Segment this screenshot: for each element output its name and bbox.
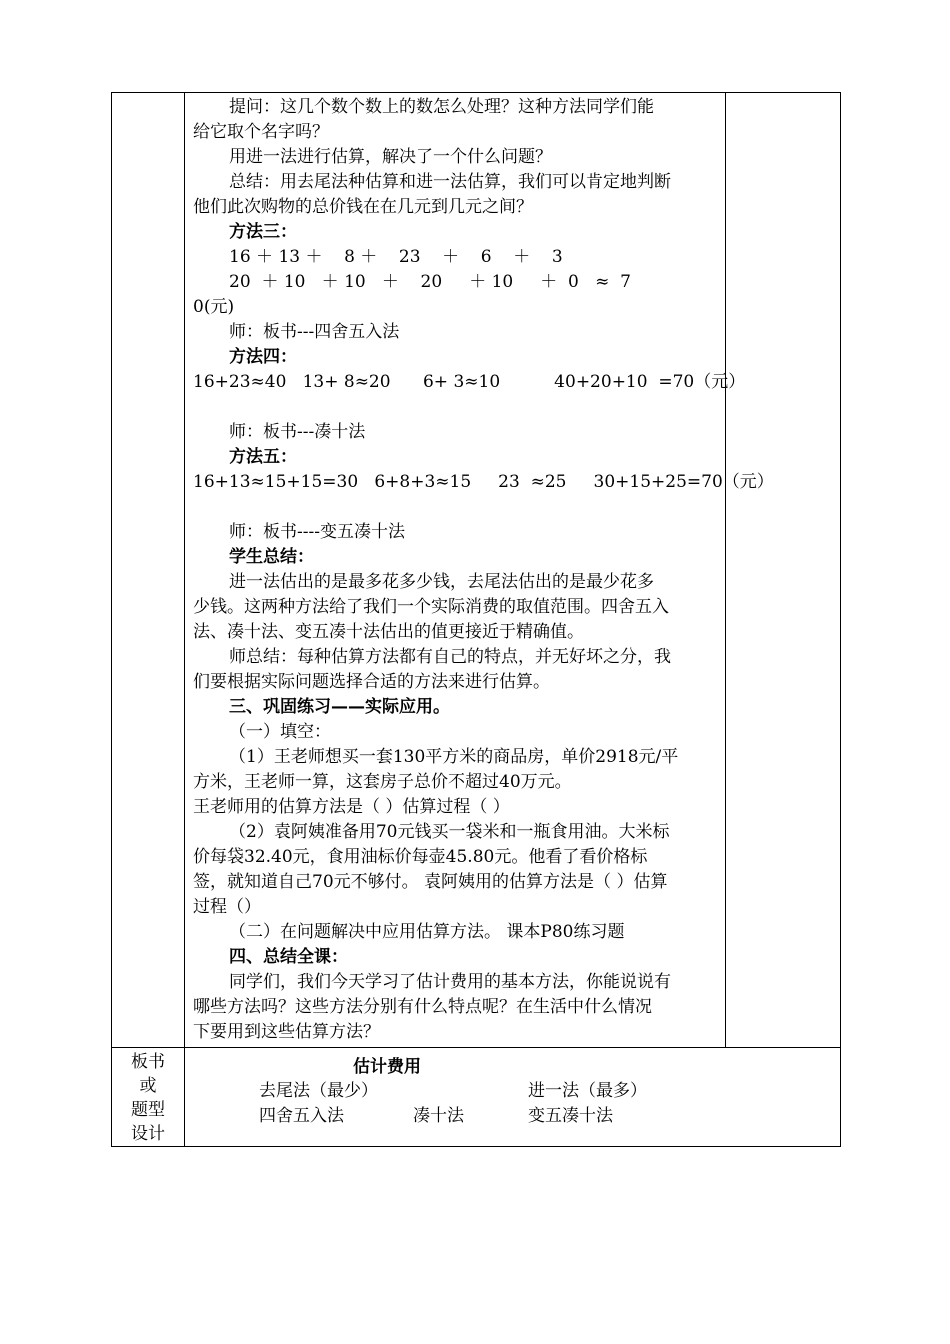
text-line: 师：板书---四舍五入法: [229, 322, 400, 342]
text-line: 师：板书---凑十法: [229, 422, 366, 442]
method-three-heading: 方法三：: [229, 222, 297, 242]
text-line: 王老师用的估算方法是（ ）估算过程（ ）: [193, 797, 510, 817]
label-line: 板书: [131, 1052, 165, 1072]
math-line: 16+23≈40 13+ 8≈20 6+ 3≈10 40+20+10 =70（元）: [193, 372, 746, 392]
text-line: 进一法估出的是最多花多少钱，去尾法估出的是最少花多: [229, 572, 654, 592]
blank-line: [193, 495, 721, 520]
method-round: 四舍五入法: [259, 1106, 344, 1126]
method-ten: 凑十法: [413, 1106, 464, 1126]
text-line: 过程（）: [193, 897, 261, 917]
practice-heading: 三、巩固练习——实际应用。: [229, 697, 450, 717]
text-line: （二）在问题解决中应用估算方法。 课本P80练习题: [229, 922, 625, 942]
text-line: 同学们，我们今天学习了估计费用的基本方法，你能说说有: [229, 972, 671, 992]
lesson-plan-table: [111, 92, 841, 1147]
text-line: 用进一法进行估算，解决了一个什么问题？: [229, 147, 552, 167]
text-line: 总结：用去尾法种估算和进一法估算，我们可以肯定地判断: [229, 172, 671, 192]
board-design-content: [185, 1048, 840, 1146]
text-line: 师总结：每种估算方法都有自己的特点，并无好坏之分，我: [229, 647, 671, 667]
board-design-cell: [185, 1048, 841, 1147]
text-line: 哪些方法吗？这些方法分别有什么特点呢？在生活中什么情况: [193, 997, 652, 1017]
teaching-process-cell: [185, 93, 774, 1048]
text-line: 提问：这几个数个数上的数怎么处理？这种方法同学们能: [229, 97, 654, 117]
text-line: 们要根据实际问题选择合适的方法来进行估算。: [193, 672, 550, 692]
text-line: 签，就知道自己70元不够付。 袁阿姨用的估算方法是（ ）估算: [193, 872, 668, 892]
student-summary-heading: 学生总结：: [229, 547, 314, 567]
text-line: 方米，王老师一算，这套房子总价不超过40万元。: [193, 772, 572, 792]
math-line: 16 ＋ 13 ＋ 8 ＋ 23 ＋ 6 ＋ 3: [229, 247, 563, 267]
text-line: 价每袋32.40元，食用油标价每壶45.80元。他看了看价格标: [193, 847, 648, 867]
summary-heading: 四、总结全课：: [229, 947, 348, 967]
board-design-row: [112, 1048, 841, 1147]
text-line: （1）王老师想买一套130平方米的商品房，单价2918元/平: [229, 747, 679, 767]
math-line: 20 ＋ 10 ＋ 10 ＋ 20 ＋ 10 ＋ 0 ≈ 7: [229, 272, 631, 292]
text-line: 少钱。这两种方法给了我们一个实际消费的取值范围。四舍五入: [193, 597, 669, 617]
board-design-label-cell: [112, 1048, 185, 1147]
board-design-label: [112, 1048, 184, 1146]
board-title: 估计费用: [353, 1057, 421, 1077]
method-five-heading: 方法五：: [229, 447, 297, 467]
notes-cell: [726, 93, 841, 1048]
method-ceil: 进一法（最多）: [528, 1081, 647, 1101]
method-four-heading: 方法四：: [229, 347, 297, 367]
label-line: 设计: [131, 1124, 165, 1144]
row-label-cell: [112, 93, 185, 1048]
math-line: 0(元): [193, 297, 235, 317]
math-line: 16+13≈15+15=30 6+8+3≈15 23 ≈25 30+15+25=70（元）: [193, 472, 774, 492]
method-five-ten: 变五凑十法: [528, 1106, 613, 1126]
text-line: 下要用到这些估算方法？: [193, 1022, 380, 1042]
text-line: 给它取个名字吗？: [193, 122, 329, 142]
teaching-process-row: [112, 93, 841, 1048]
text-line: 师：板书----变五凑十法: [229, 522, 405, 542]
teaching-process-content: [185, 93, 774, 1047]
text-line: 法、凑十法、变五凑十法估出的值更接近于精确值。: [193, 622, 584, 642]
text-line: （一）填空：: [229, 722, 331, 742]
text-line: （2）袁阿姨准备用70元钱买一袋米和一瓶食用油。大米标: [229, 822, 670, 842]
text-line: 他们此次购物的总价钱在在几元到几元之间？: [193, 197, 533, 217]
label-line: 题型: [131, 1100, 165, 1120]
label-line: 或: [139, 1076, 157, 1096]
blank-line: [193, 395, 721, 420]
method-floor: 去尾法（最少）: [259, 1081, 378, 1101]
